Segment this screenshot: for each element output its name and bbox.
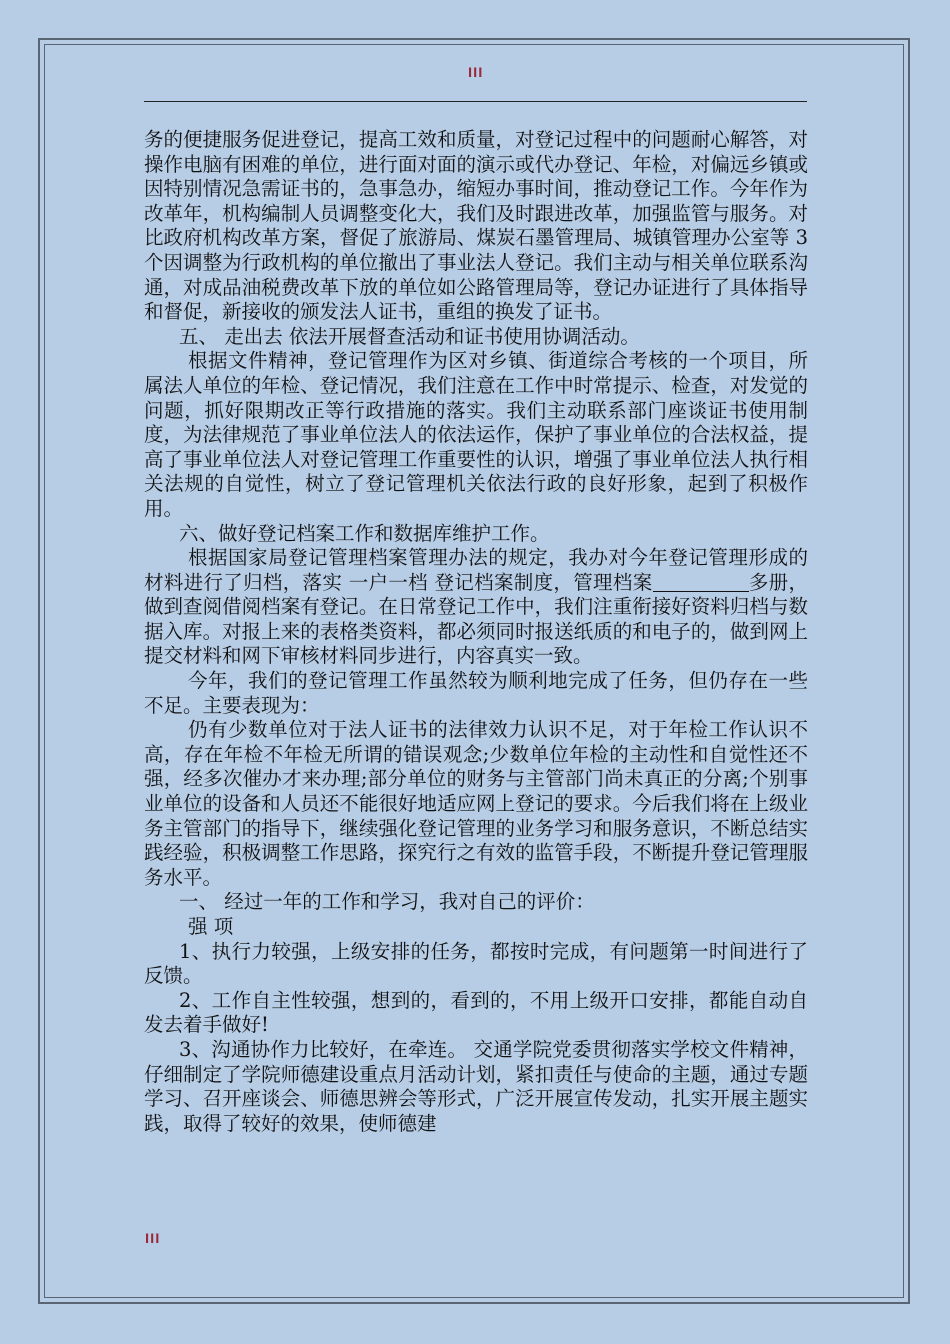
strengths-label: 强 项 [188, 915, 234, 938]
paragraph-inspection: 根据文件精神，登记管理作为区对乡镇、街道综合考核的一个项目，所属法人单位的年检、登记情况，我们注意在工作中时常提示、检查，对发觉的问题，抓好限期改正等行政措施的落实。我们主动联系部门座谈证书使用制度，为法律规范了事业单位法人的依法运作，保护了事业单位的合法权益，提高了事业单位法人对登记管理工作重要性的认识，增强了事业单位法人执行相关法规的自觉性，树立了登记管理机关依法行政的良好形象，起到了积极作用。 [144, 349, 808, 520]
section-heading-1: 一、 经过一年的工作和学习，我对自己的评价： [179, 890, 595, 914]
paragraph-shortcomings-intro: 今年，我们的登记管理工作虽然较为顺利地完成了任务，但仍存在一些不足。主要表现为： [144, 669, 808, 717]
strength-item-1: 1、执行力较强，上级安排的任务，都按时完成，有问题第一时间进行了反馈。 [144, 939, 808, 988]
footer-mark: lll [145, 1232, 161, 1246]
header-rule [144, 101, 807, 102]
paragraph-shortcomings: 仍有少数单位对于法人证书的法律效力认识不足，对于年检工作认识不高，存在年检不年检无所谓的错误观念;少数单位年检的主动性和自觉性还不强，经多次催办才来办理;部分单位的财务与主管部门尚未真正的分离;个别事业单位的设备和人员还不能很好地适应网上登记的要求。今后我们将在上级业务主管部门的指导下，继续强化登记管理的业务学习和服务意识，不断总结实践经验，积极调整工作思路，探究行之有效的监管手段，不断提升登记管理服务水平。 [144, 718, 808, 889]
paragraph-archive [144, 546, 808, 669]
section-heading-5: 五、 走出去 依法开展督查活动和证书使用协调活动。 [179, 324, 640, 348]
strength-item-3: 3、沟通协作力比较好，在牵连。 交通学院党委贯彻落实学校文件精神，仔细制定了学院师德建设重点月活动计划，紧扣责任与使命的主题，通过专题学习、召开座谈会、师德思辨会等形式，广泛开展宣传发动，扎实开展主题实践，取得了较好的效果，使师德建 [144, 1037, 808, 1135]
paragraph-service: 务的便捷服务促进登记，提高工效和质量，对登记过程中的问题耐心解答，对操作电脑有困难的单位，进行面对面的演示或代办登记、年检，对偏远乡镇或因特别情况急需证书的，急事急办，缩短办事时间，推动登记工作。今年作为改革年，机构编制人员调整变化大，我们及时跟进改革，加强监管与服务。对比政府机构改革方案，督促了旅游局、煤炭石墨管理局、城镇管理办公室等 3 个因调整为行政机构的单位撤出了事业法人登记。我们主动与相关单位联系沟通，对成品油税费改革下放的单位如公路管理局等，登记办证进行了具体指导和督促，新接收的颁发法人证书，重组的换发了证书。 [144, 128, 808, 324]
document-body [144, 128, 808, 1136]
fill-in-blank [653, 573, 749, 592]
header-mark: lll [468, 66, 484, 80]
paragraph-archive-part2: 多册，做到查阅借阅档案有登记。在日常登记工作中，我们注重衔接好资料归档与数据入库。对报上来的表格类资料，都必须同时报送纸质的和电子的，做到网上提交材料和网下审核材料同步进行，内容真实一致。 [144, 570, 808, 668]
paragraph-archive-part1: 根据国家局登记管理档案管理办法的规定，我办对今年登记管理形成的材料进行了归档，落实 一户一档 登记档案制度，管理档案 [144, 546, 808, 594]
section-heading-6: 六、做好登记档案工作和数据库维护工作。 [179, 521, 550, 545]
strength-item-2: 2、工作自主性较强，想到的，看到的，不用上级开口安排，都能自动自发去着手做好! [144, 988, 808, 1037]
